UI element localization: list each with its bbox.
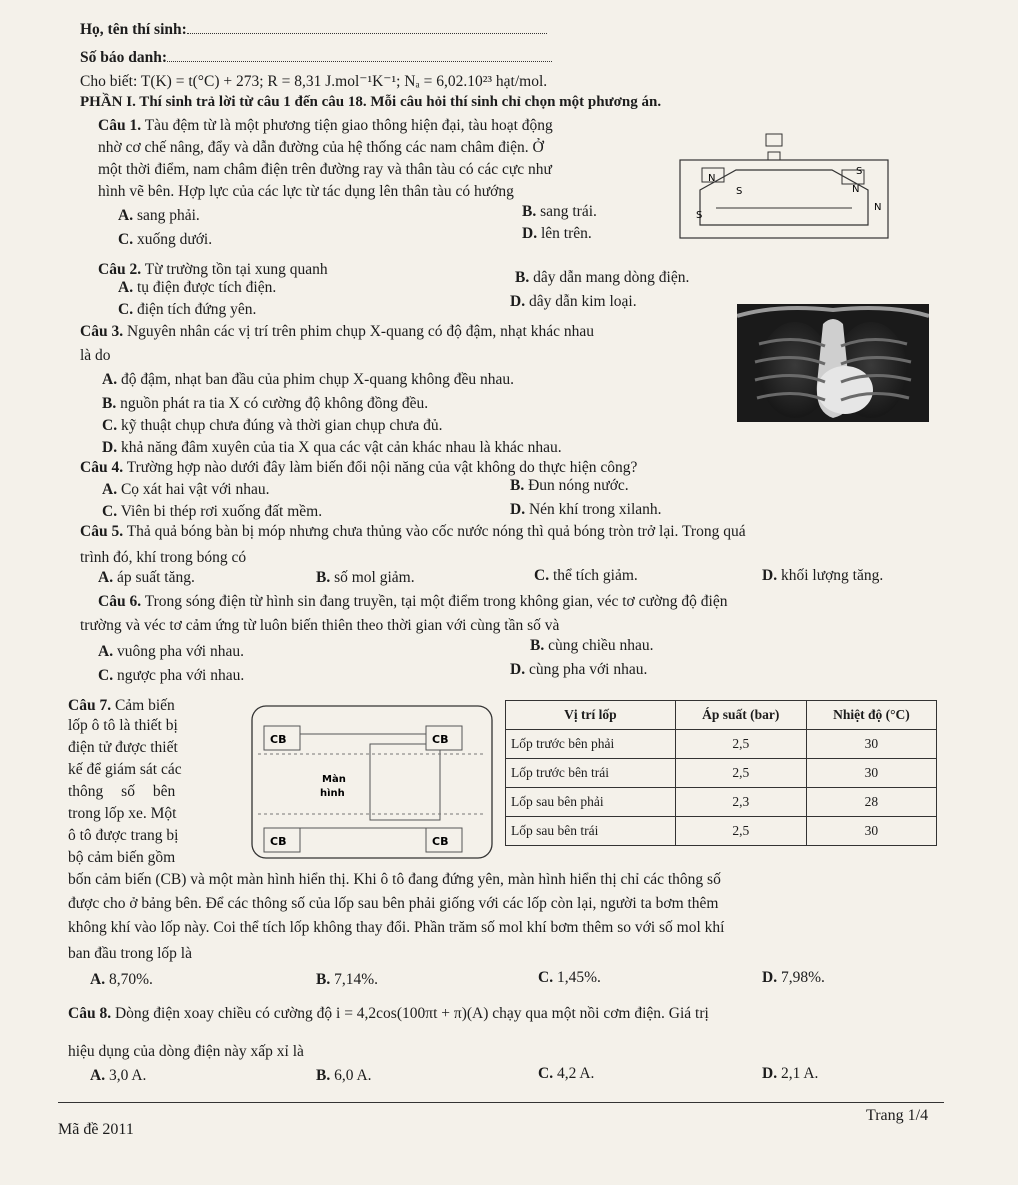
q7-side-2: điện tử được thiết bbox=[68, 739, 178, 756]
table-row bbox=[506, 788, 937, 817]
name-label: Họ, tên thí sinh: bbox=[80, 21, 187, 38]
q1-line4: hình vẽ bên. Hợp lực của các lực từ tác dụng lên thân tàu có hướng bbox=[98, 183, 514, 200]
cell: 30 bbox=[806, 730, 936, 759]
q2-option-b[interactable]: B. dây dẫn mang dòng điện. bbox=[515, 269, 690, 286]
xray-image bbox=[737, 304, 929, 422]
col-position: Vị trí lốp bbox=[506, 701, 676, 730]
q7-option-d[interactable]: D. 7,98%. bbox=[762, 969, 825, 986]
q1-line2: nhờ cơ chế nâng, đẩy và dẫn đường của hệ thống các nam châm điện. Ở bbox=[98, 139, 544, 156]
id-field bbox=[80, 48, 552, 68]
q7-side-7: bộ cảm biến gồm bbox=[68, 849, 176, 866]
q8-line1: Câu 8. Dòng điện xoay chiều có cường độ i = 4,2cos(100πt + π)(A) chạy qua một nồi cơm điện. Giá trị bbox=[68, 1005, 709, 1022]
q1-line1: Câu 1. Tàu đệm từ là một phương tiện giao thông hiện đại, tàu hoạt động bbox=[98, 117, 553, 134]
q4-option-a[interactable]: A. Cọ xát hai vật với nhau. bbox=[102, 481, 270, 498]
screen-label-1: Màn bbox=[322, 774, 346, 785]
q2-option-c[interactable]: C. điện tích đứng yên. bbox=[118, 301, 257, 318]
name-blank bbox=[187, 33, 547, 34]
car-sensor-figure bbox=[250, 704, 496, 862]
fig-pole-n2: N bbox=[852, 184, 860, 195]
q3-option-b[interactable]: B. nguồn phát ra tia X có cường độ không đồng đều. bbox=[102, 395, 429, 412]
cell: 2,5 bbox=[675, 759, 806, 788]
table-row bbox=[506, 817, 937, 846]
cell: 30 bbox=[806, 817, 936, 846]
fig-pole-n3: N bbox=[874, 202, 882, 213]
table-row bbox=[506, 759, 937, 788]
id-label: Số báo danh: bbox=[80, 49, 168, 66]
cb-rear-right: CB bbox=[432, 835, 449, 848]
q7-option-c[interactable]: C. 1,45%. bbox=[538, 969, 601, 986]
q7-line1: bốn cảm biến (CB) và một màn hình hiển thị. Khi ô tô đang đứng yên, màn hình hiển thị chỉ các thông số bbox=[68, 871, 721, 888]
exam-code: Mã đề 2011 bbox=[58, 1121, 134, 1138]
q1-option-d[interactable]: D. lên trên. bbox=[522, 225, 592, 242]
fig-pole-s3: S bbox=[696, 210, 703, 221]
q6-line2: trường và véc tơ cảm ứng từ luôn biến thiên theo thời gian với cùng tần số và bbox=[80, 617, 560, 634]
col-pressure: Áp suất (bar) bbox=[675, 701, 806, 730]
fig-pole-s1: S bbox=[736, 186, 743, 197]
q7-side-0: Câu 7. Cảm biến bbox=[68, 697, 175, 714]
cell: 30 bbox=[806, 759, 936, 788]
col-temperature: Nhiệt độ (°C) bbox=[806, 701, 936, 730]
q4-option-b[interactable]: B. Đun nóng nước. bbox=[510, 477, 629, 494]
q5-option-b[interactable]: B. số mol giảm. bbox=[316, 569, 415, 586]
q5-line1: Câu 5. Thả quả bóng bàn bị móp nhưng chưa thủng vào cốc nước nóng thì quả bóng tròn trở lại. Trong quá bbox=[80, 523, 746, 540]
q8-option-d[interactable]: D. 2,1 A. bbox=[762, 1065, 819, 1082]
given-constants: Cho biết: T(K) = t(°C) + 273; R = 8,31 J.mol⁻¹K⁻¹; Nₐ = 6,02.10²³ hạt/mol. bbox=[80, 73, 548, 90]
page-number: Trang 1/4 bbox=[866, 1107, 929, 1124]
q5-option-a[interactable]: A. áp suất tăng. bbox=[98, 569, 195, 586]
cell: Lốp sau bên phải bbox=[506, 788, 676, 817]
tire-table-header bbox=[506, 701, 937, 730]
q6-line1: Câu 6. Trong sóng điện từ hình sin đang truyền, tại một điểm trong không gian, véc tơ cường độ điện bbox=[98, 593, 728, 610]
cb-front-right: CB bbox=[432, 733, 449, 746]
tire-table bbox=[505, 700, 937, 846]
part1-title: PHẦN I. Thí sinh trả lời từ câu 1 đến câu 18. Mỗi câu hỏi thí sinh chỉ chọn một phương án. bbox=[80, 94, 662, 110]
cell: 2,5 bbox=[675, 730, 806, 759]
q4-option-c[interactable]: C. Viên bi thép rơi xuống đất mềm. bbox=[102, 503, 323, 520]
q7-line2: được cho ở bảng bên. Để các thông số của lốp sau bên phải giống với các lốp còn lại, người ta bơm thêm bbox=[68, 895, 719, 912]
footer-divider bbox=[58, 1102, 944, 1103]
cell: Lốp trước bên phải bbox=[506, 730, 676, 759]
q1-option-c[interactable]: C. xuống dưới. bbox=[118, 231, 213, 248]
q6-option-b[interactable]: B. cùng chiều nhau. bbox=[530, 637, 654, 654]
q8-option-b[interactable]: B. 6,0 A. bbox=[316, 1067, 372, 1084]
q7-side-5: trong lốp xe. Một bbox=[68, 805, 177, 822]
q3-line2: là do bbox=[80, 347, 111, 364]
q3-line1: Câu 3. Nguyên nhân các vị trí trên phim chụp X-quang có độ đậm, nhạt khác nhau bbox=[80, 323, 594, 340]
cell: 2,3 bbox=[675, 788, 806, 817]
q7-side-1: lốp ô tô là thiết bị bbox=[68, 717, 178, 734]
cell: 2,5 bbox=[675, 817, 806, 846]
q7-side-4: thông số bên bbox=[68, 783, 176, 800]
q4-stem: Câu 4. Trường hợp nào dưới đây làm biến đổi nội năng của vật không do thực hiện công? bbox=[80, 459, 638, 476]
cb-front-left: CB bbox=[270, 733, 287, 746]
q4-option-d[interactable]: D. Nén khí trong xilanh. bbox=[510, 501, 662, 518]
fig-pole-s2: S bbox=[856, 166, 863, 177]
q1-option-a[interactable]: A. sang phải. bbox=[118, 207, 200, 224]
q6-option-a[interactable]: A. vuông pha với nhau. bbox=[98, 643, 244, 660]
q8-option-a[interactable]: A. 3,0 A. bbox=[90, 1067, 147, 1084]
name-field bbox=[80, 20, 547, 40]
q8-line2: hiệu dụng của dòng điện này xấp xỉ là bbox=[68, 1043, 304, 1060]
q1-option-b[interactable]: B. sang trái. bbox=[522, 203, 597, 220]
q7-line3: không khí vào lốp này. Coi thể tích lốp không thay đổi. Phần trăm số mol khí bơm thêm so với số mol khí bbox=[68, 919, 725, 936]
q5-line2: trình đó, khí trong bóng có bbox=[80, 549, 247, 566]
cell: Lốp sau bên trái bbox=[506, 817, 676, 846]
screen-label-2: hình bbox=[320, 788, 345, 799]
q7-line4: ban đầu trong lốp là bbox=[68, 945, 192, 962]
q5-option-c[interactable]: C. thể tích giảm. bbox=[534, 567, 638, 584]
q2-option-d[interactable]: D. dây dẫn kim loại. bbox=[510, 293, 637, 310]
maglev-figure bbox=[676, 130, 892, 242]
q3-option-d[interactable]: D. khả năng đâm xuyên của tia X qua các vật cản khác nhau là khác nhau. bbox=[102, 439, 562, 456]
q3-option-a[interactable]: A. độ đậm, nhạt ban đầu của phim chụp X-quang không đều nhau. bbox=[102, 371, 514, 388]
id-blank bbox=[167, 61, 552, 62]
q7-option-a[interactable]: A. 8,70%. bbox=[90, 971, 153, 988]
q7-side-6: ô tô được trang bị bbox=[68, 827, 179, 844]
cell: Lốp trước bên trái bbox=[506, 759, 676, 788]
q1-line3: một thời điểm, nam châm điện trên đường ray và thân tàu có các cực như bbox=[98, 161, 552, 178]
q5-option-d[interactable]: D. khối lượng tăng. bbox=[762, 567, 884, 584]
q2-stem: Câu 2. Từ trường tồn tại xung quanh bbox=[98, 261, 328, 278]
cell: 28 bbox=[806, 788, 936, 817]
cb-rear-left: CB bbox=[270, 835, 287, 848]
q3-option-c[interactable]: C. kỹ thuật chụp chưa đúng và thời gian chụp chưa đủ. bbox=[102, 417, 443, 434]
table-row bbox=[506, 730, 937, 759]
q6-option-d[interactable]: D. cùng pha với nhau. bbox=[510, 661, 648, 678]
q7-option-b[interactable]: B. 7,14%. bbox=[316, 971, 379, 988]
fig-pole-n1: N bbox=[708, 173, 716, 184]
q7-side-3: kế để giám sát các bbox=[68, 761, 182, 778]
q6-option-c[interactable]: C. ngược pha với nhau. bbox=[98, 667, 245, 684]
q8-option-c[interactable]: C. 4,2 A. bbox=[538, 1065, 595, 1082]
q2-option-a[interactable]: A. tụ điện được tích điện. bbox=[118, 279, 277, 296]
